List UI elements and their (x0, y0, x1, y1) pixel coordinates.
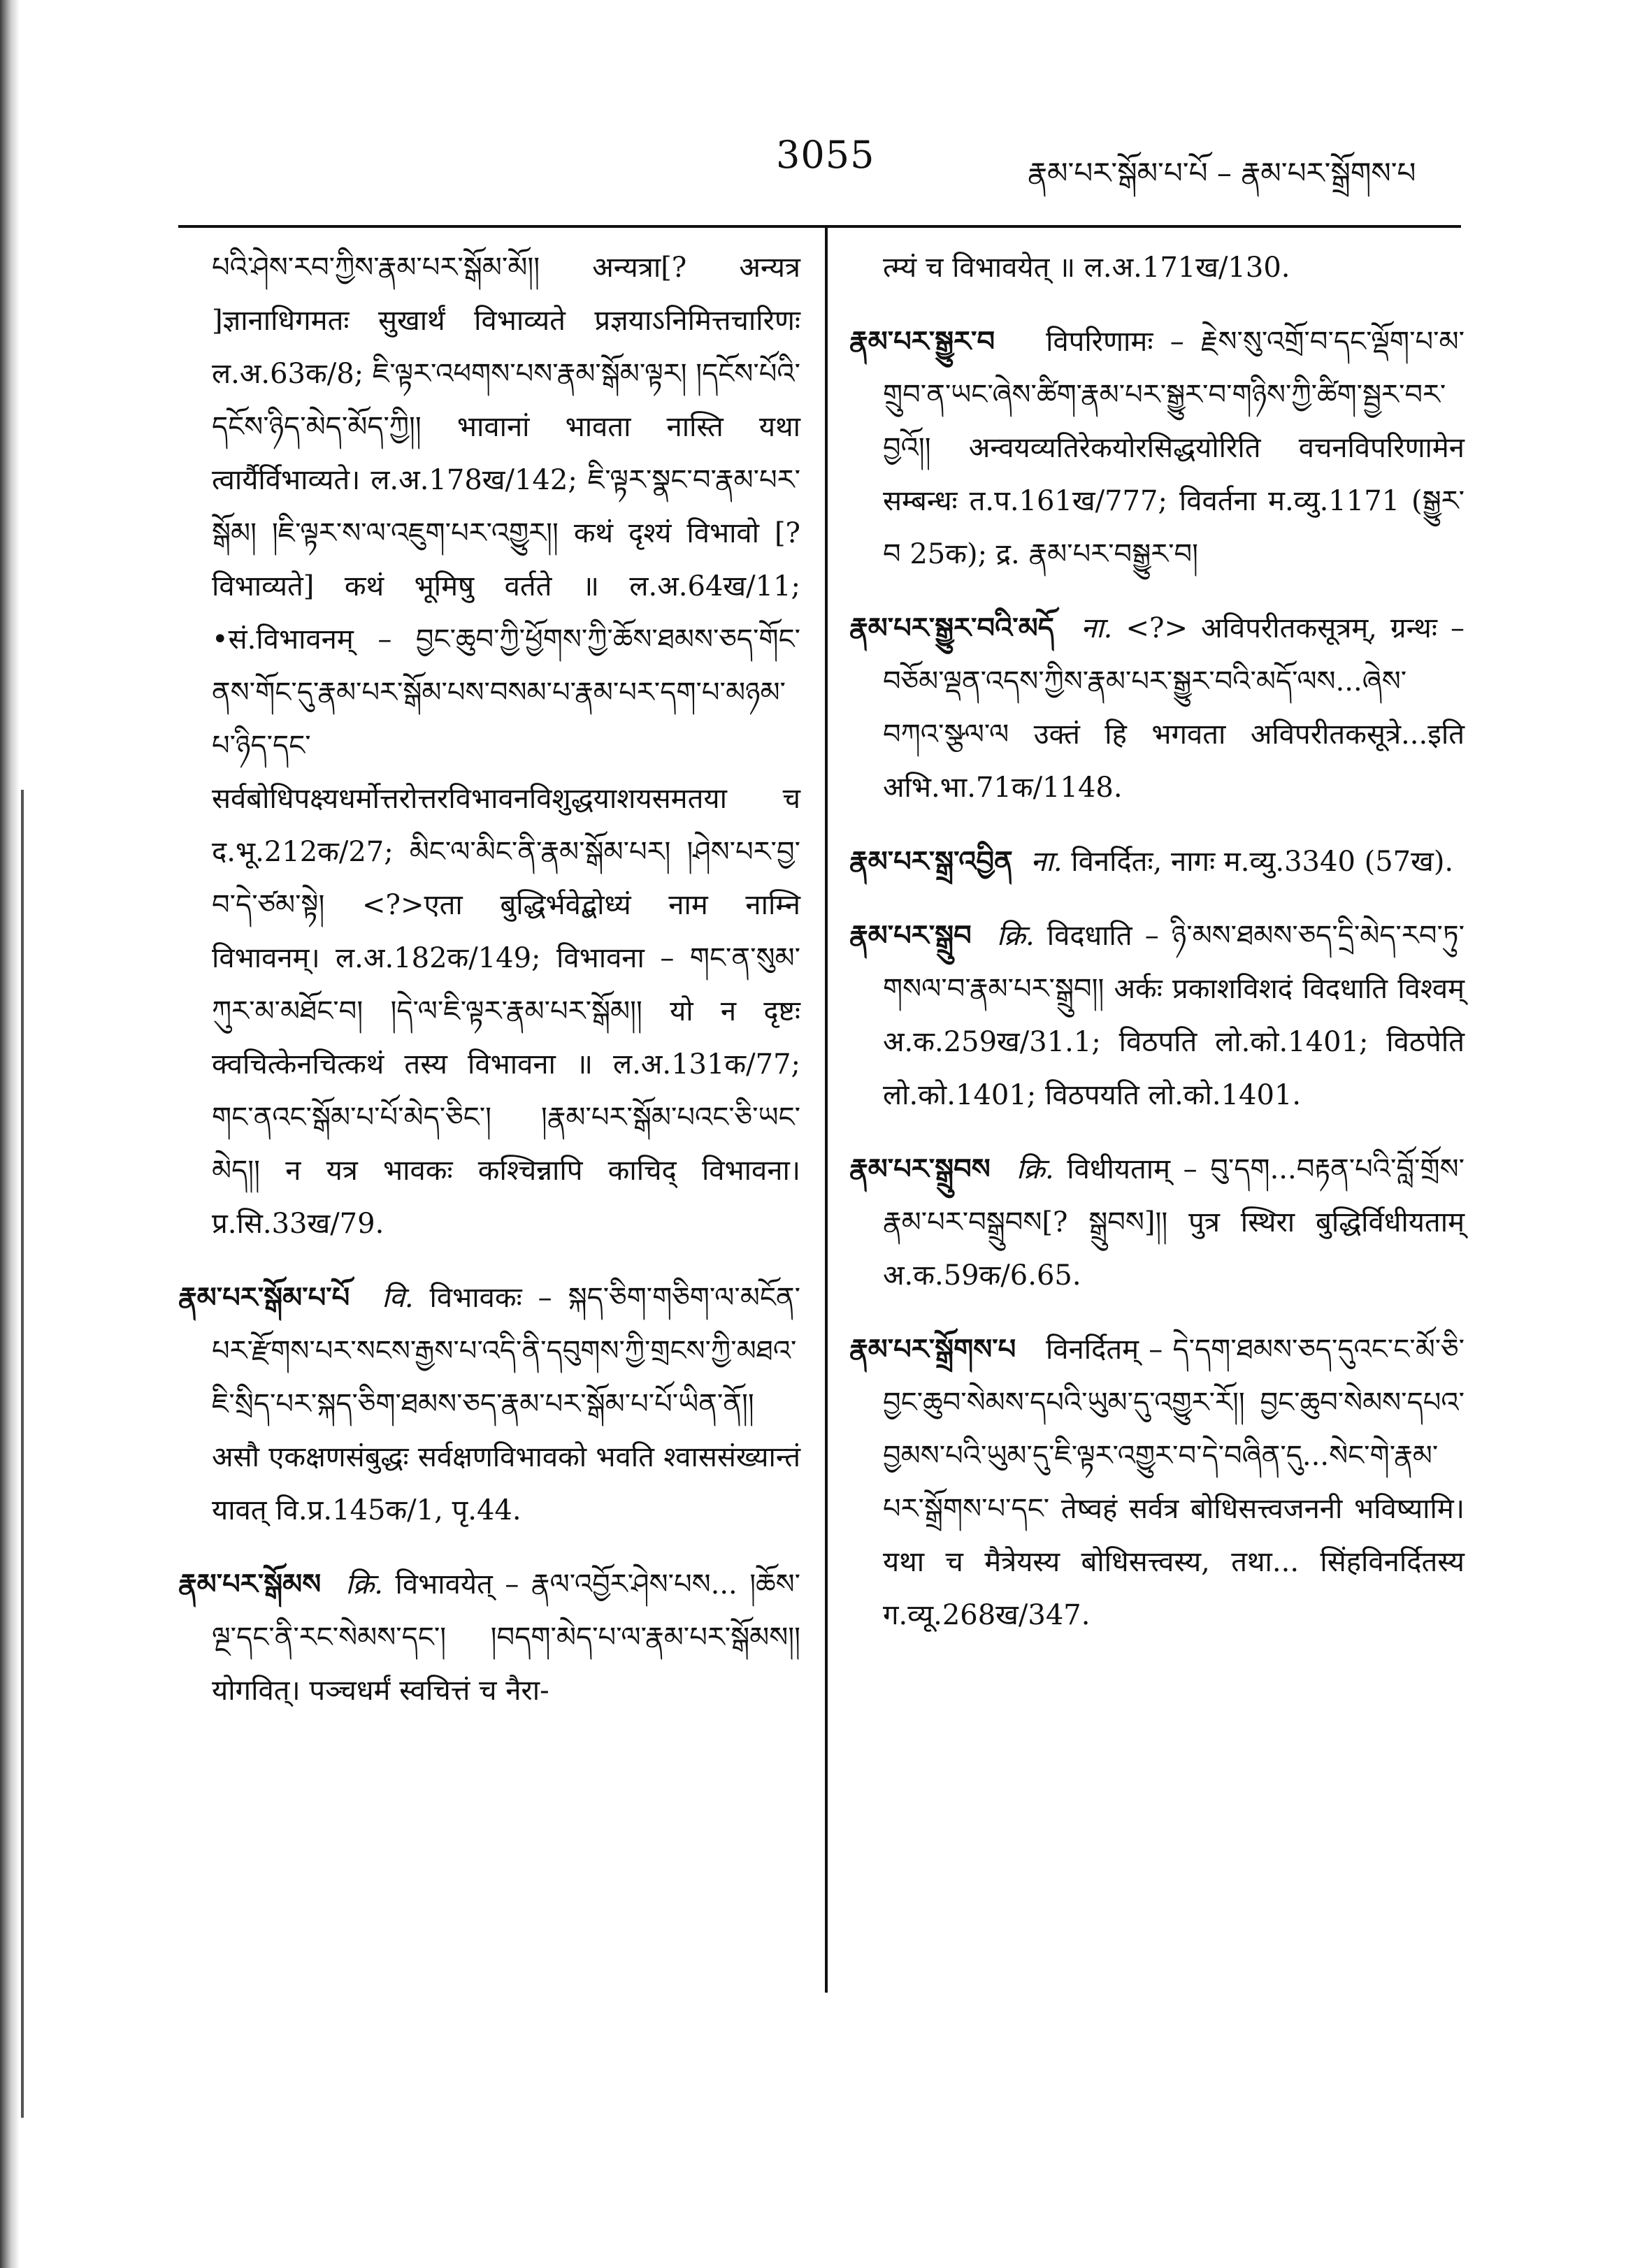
entry-headword: རྣམ་པར་སྒོམ་པ་པོ (178, 1281, 350, 1314)
entry-body: विपरिणामः – རྗེས་སུ་འགྲོ་བ་དང་ལྡོག་པ་མ་གྲུབ་ན་ཡང་ཞེས་ཚིག་རྣམ་པར་སྒྱུར་བ་གཉིས་ཀྱི་ཚིག་སྦྱར་བར་བྱའོ།། अन्वयव्यतिरेकयोरसिद्धयोरिति वचनविपरिणामेन सम्बन्धः त.प.161ख/777; विवर्तना म.व्यु.1171 (སྒྱུར་བ 25क); द्र. རྣམ་པར་བསྒྱུར་བ། (883, 326, 1465, 570)
entry-grammar-label: ना. (1030, 846, 1063, 878)
entry-body: त्म्यं च विभावयेत् ॥ ल.अ.171ख/130. (883, 252, 1290, 284)
entry-body: विनर्दितः, नागः म.व्यु.3340 (57ख). (1071, 846, 1454, 878)
entry-body: པའི་ཤེས་རབ་ཀྱིས་རྣམ་པར་སྒོམ་མོ།། अन्यत्रा[? अन्यत्र ]ज्ञानाधिगमतः सुखार्थं विभाव्यते प्रज्ञयाऽनिमित्तचारिणः ल.अ.63क/8; ཇི་ལྟར་འཕགས་པས་རྣམ་སྒོམ་ལྟར། །དངོས་པོའི་དངོས་ཉིད་མེད་མོད་ཀྱི།། भावानां भावता नास्ति यथा त्वार्यैर्विभाव्यते। ल.अ.178ख/142; ཇི་ལྟར་སྣང་བ་རྣམ་པར་སྒོམ། །ཇི་ལྟར་ས་ལ་འཇུག་པར་འགྱུར།། कथं दृश्यं विभावो [? विभाव्यते] कथं भूमिषु वर्तते ॥ ल.अ.64ख/11; •सं.विभावनम् – བྱང་ཆུབ་ཀྱི་ཕྱོགས་ཀྱི་ཆོས་ཐམས་ཅད་གོང་ནས་གོང་དུ་རྣམ་པར་སྒོམ་པས་བསམ་པ་རྣམ་པར་དག་པ་མཉམ་པ་ཉིད་དང་ सर्वबोधिपक्ष्यधर्मोत्तरोत्तरविभावनविशुद्धयाशयसमतया च द.भू.212क/27; མིང་ལ་མིང་ནི་རྣམ་སྒོམ་པར། །ཤེས་པར་བྱ་བ་དེ་ཙམ་སྟེ། <?>एता बुद्धिर्भवेद्बोध्यं नाम नाम्नि विभावनम्। ल.अ.182क/149; विभावना – གང་ན་སུམ་ཀུར་མ་མཐོང་བ། །དེ་ལ་ཇི་ལྟར་རྣམ་པར་སྒོམ།། यो न दृष्टः क्वचित्केनचित्कथं तस्य विभावना ॥ ल.अ.131क/77; གང་ནའང་སྒོམ་པ་པོ་མེད་ཅིང་། །རྣམ་པར་སྒོམ་པའང་ཅི་ཡང་མེད།། न यत्र भावकः कश्चिन्नापि काचिद् विभावना। प्र.सि.33ख/79. (212, 252, 800, 1240)
entry-body: विधीयताम् – བུ་དག...བརྟན་པའི་བློ་གྲོས་རྣམ་པར་བསྒྲུབས[? སྒྲུབས]།། पुत्र स्थिरा बुद्धिर्विधीयताम् अ.क.59क/6.65. (883, 1153, 1465, 1292)
left-column (178, 241, 800, 1738)
dictionary-entry (849, 1323, 1465, 1642)
entry-body: विभावयेत् – རྣལ་འབྱོར་ཤེས་པས... །ཆོས་ལྔ་དང་ནི་རང་སེམས་དང་། །བདག་མེད་པ་ལ་རྣམ་པར་སྒོམས།། योगवित्। पञ्चधर्मं स्वचित्तं च नैरा- (212, 1568, 801, 1707)
entry-body: विदधाति – ཉི་མས་ཐམས་ཅད་དྲི་མེད་རབ་ཏུ་གསལ་བ་རྣམ་པར་སྒྲུབ།། अर्कः प्रकाशविशदं विदधाति विश्वम् अ.क.259ख/31.1; विठपति लो.को.1401; विठपेति लो.को.1401; विठपयति लो.को.1401. (883, 920, 1465, 1111)
entry-continuation (178, 241, 800, 1250)
dictionary-entry (849, 315, 1465, 581)
column-divider (825, 228, 828, 1993)
right-column (849, 241, 1465, 1663)
entry-headword: རྣམ་པར་སྒྲ་འབྱིན (849, 845, 1013, 878)
header-rule (178, 225, 1461, 228)
entry-grammar-label: क्रि. (1016, 1153, 1054, 1185)
dictionary-entry (849, 835, 1465, 888)
running-head: རྣམ་པར་སྒོམ་པ་པོ – རྣམ་པར་སྒྲོགས་པ (1028, 156, 1416, 190)
entry-grammar-label: ना. (1081, 612, 1113, 644)
entry-headword: རྣམ་པར་སྒྲུབ (849, 919, 972, 952)
entry-body: <?> अविपरीतकसूत्रम्, ग्रन्थः – བཅོམ་ལྡན་འདས་ཀྱིས་རྣམ་པར་སྒྱུར་བའི་མདོ་ལས...ཞེས་བཀའ་སྩལ་ལ उक्तं हि भगवता अविपरीतकसूत्रे...इति अभि.भा.71क/1148. (883, 612, 1465, 804)
entry-grammar-label: क्रि. (996, 920, 1035, 952)
entry-continuation (849, 241, 1465, 294)
entry-body: विभावकः – སྐད་ཅིག་གཅིག་ལ་མངོན་པར་རྫོགས་པར་སངས་རྒྱས་པ་འདི་ནི་དབུགས་ཀྱི་གྲངས་ཀྱི་མཐའ་ཇི་སྲིད་པར་སྐད་ཅིག་ཐམས་ཅད་རྣམ་པར་སྒོམ་པ་པོ་ཡིན་ནོ།། असौ एकक्षणसंबुद्धः सर्वक्षणविभावको भवति श्वाससंख्यान्तं यावत् वि.प्र.145क/1, पृ.44. (212, 1282, 801, 1526)
dictionary-entry (849, 1143, 1465, 1302)
dictionary-entry (849, 602, 1465, 814)
spine-edge-line (21, 790, 24, 2118)
dictionary-entry (178, 1558, 800, 1717)
entry-grammar-label: क्रि. (345, 1568, 383, 1601)
book-spine-shadow (0, 0, 20, 2268)
entry-headword: རྣམ་པར་སྒྱུར་བའི་མདོ (849, 612, 1054, 644)
entry-headword: རྣམ་པར་སྒྲོགས་པ (849, 1333, 1016, 1366)
entry-headword: རྣམ་པར་སྒོམས (178, 1568, 322, 1601)
entry-grammar-label: वि. (382, 1282, 414, 1314)
page-number: 3055 (776, 133, 875, 177)
dictionary-entry (849, 909, 1465, 1122)
dictionary-entry (178, 1271, 800, 1537)
entry-body: विनर्दितम् – དེ་དག་ཐམས་ཅད་དུའང་ང་མོ་ཅི་བྱང་ཆུབ་སེམས་དཔའི་ཡུམ་དུ་འགྱུར་རོ།། བྱང་ཆུབ་སེམས་དཔའ་བྱམས་པའི་ཡུམ་དུ་ཇི་ལྟར་འགྱུར་བ་དེ་བཞིན་དུ...སེང་གེ་རྣམ་པར་སྒྲོགས་པ་དང་ तेष्वहं सर्वत्र बोधिसत्त्वजननी भविष्यामि। यथा च मैत्रेयस्य बोधिसत्त्वस्य, तथा... सिंहविनर्दितस्य ग.व्यू.268ख/347. (883, 1334, 1465, 1631)
entry-headword: རྣམ་པར་སྒྲུབས (849, 1153, 991, 1185)
entry-headword: རྣམ་པར་སྒྱུར་བ (849, 325, 995, 358)
